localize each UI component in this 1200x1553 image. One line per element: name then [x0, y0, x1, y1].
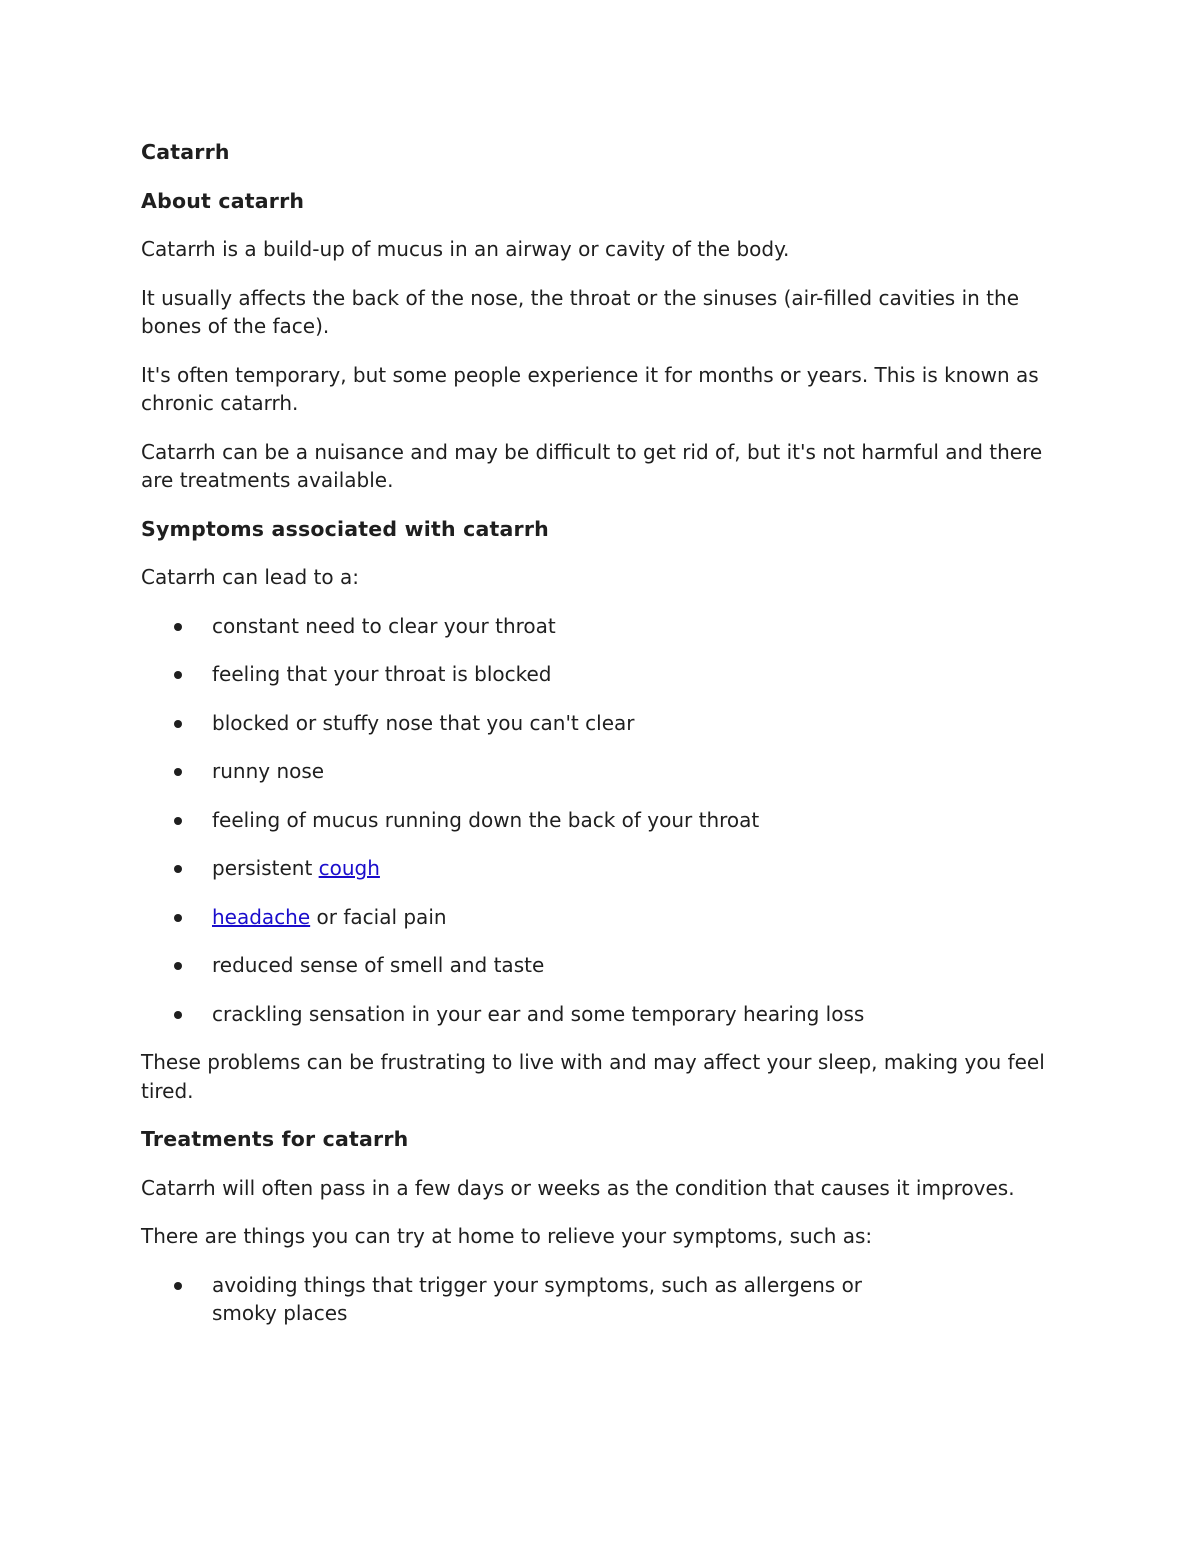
bullet-icon	[174, 962, 182, 970]
bullet-icon	[174, 914, 182, 922]
bullet-icon	[174, 817, 182, 825]
list-item-text: avoiding things that trigger your symptoms, such as allergens or smoky places	[212, 1272, 863, 1325]
list-item-text: crackling sensation in your ear and some temporary hearing loss	[212, 1001, 865, 1026]
list-item-text: reduced sense of smell and taste	[212, 953, 545, 977]
about-paragraph-2: It usually affects the back of the nose, the throat or the sinuses (air-filled cavities in the bones of the face).	[141, 285, 1019, 338]
bullet-icon	[174, 623, 182, 631]
list-item	[141, 709, 922, 738]
headache-link[interactable]: headache	[212, 904, 311, 929]
bullet-icon	[174, 865, 182, 873]
list-item	[141, 854, 922, 883]
list-item	[141, 757, 922, 786]
about-heading: About catarrh	[141, 188, 305, 213]
list-item	[141, 1000, 922, 1029]
symptoms-intro: Catarrh can lead to a:	[141, 565, 359, 589]
treatments-list	[141, 1271, 1060, 1328]
about-paragraph-3: It's often temporary, but some people experience it for months or years. This is known as chronic catarrh.	[141, 362, 1039, 415]
list-item-text: feeling that your throat is blocked	[212, 662, 552, 686]
list-item-suffix: or facial pain	[310, 904, 447, 929]
list-item	[141, 660, 922, 689]
about-paragraph-1: Catarrh is a build-up of mucus in an airway or cavity of the body.	[141, 237, 790, 261]
treatments-paragraph-1: Catarrh will often pass in a few days or weeks as the condition that causes it improves.	[141, 1175, 1015, 1200]
about-paragraph-4: Catarrh can be a nuisance and may be difficult to get rid of, but it's not harmful and there are treatments available.	[141, 439, 1043, 492]
treatments-heading: Treatments for catarrh	[141, 1127, 409, 1151]
list-item-text: feeling of mucus running down the back of your throat	[212, 807, 760, 832]
list-item	[141, 951, 922, 980]
treatments-paragraph-2: There are things you can try at home to relieve your symptoms, such as:	[141, 1224, 873, 1248]
list-item-text: constant need to clear your throat	[212, 613, 556, 638]
symptoms-heading: Symptoms associated with catarrh	[141, 516, 549, 541]
bullet-icon	[174, 720, 182, 728]
list-item	[141, 1271, 922, 1328]
bullet-icon	[174, 768, 182, 776]
cough-link[interactable]: cough	[318, 856, 380, 880]
symptoms-outro: These problems can be frustrating to live with and may affect your sleep, making you feel tired.	[141, 1050, 1045, 1103]
list-item	[141, 806, 922, 835]
list-item-text: blocked or stuffy nose that you can't clear	[212, 710, 635, 735]
bullet-icon	[174, 1011, 182, 1019]
list-item	[141, 903, 922, 932]
symptoms-list	[141, 612, 1060, 1029]
document-title: Catarrh	[141, 140, 230, 164]
bullet-icon	[174, 671, 182, 679]
list-item	[141, 612, 922, 641]
list-item-text: runny nose	[212, 759, 325, 783]
list-item-prefix: persistent	[212, 856, 319, 880]
bullet-icon	[174, 1282, 182, 1290]
